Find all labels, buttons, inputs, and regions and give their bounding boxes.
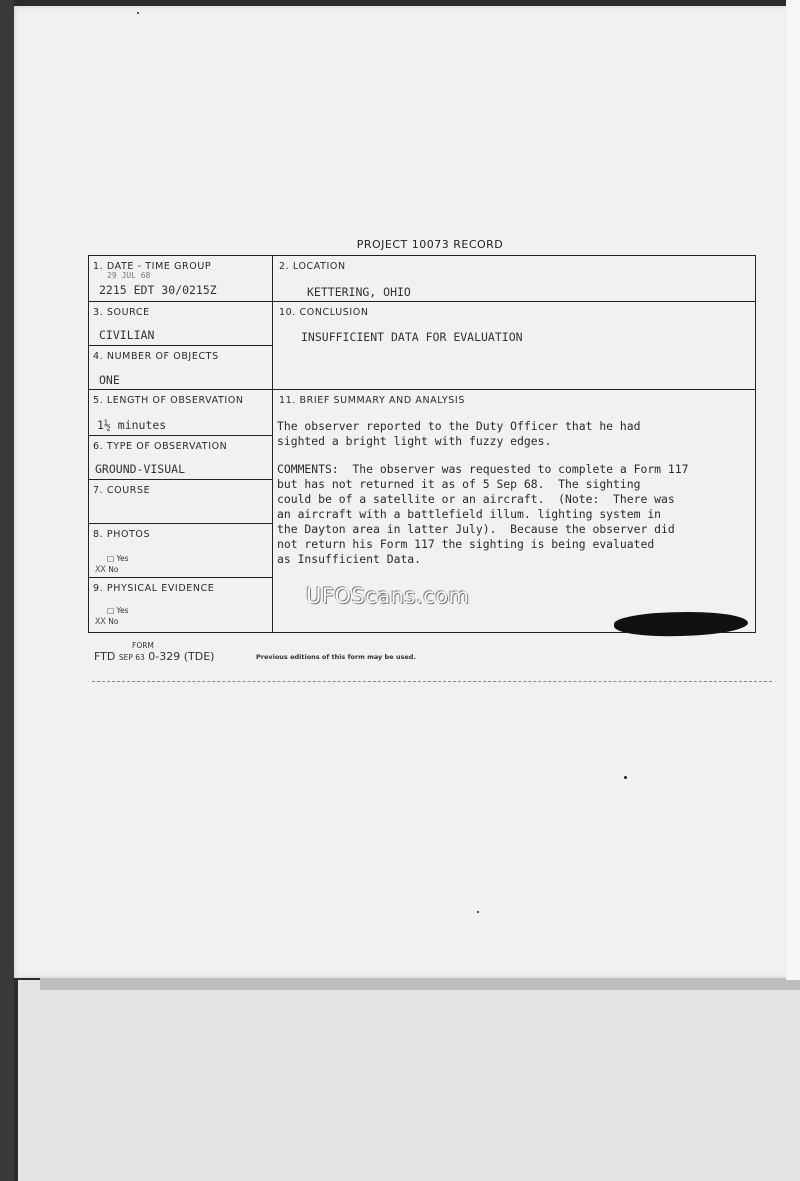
- form-id: [94, 650, 214, 663]
- record-form: [88, 255, 756, 633]
- length-of-observation-label: 5. LENGTH OF OBSERVATION: [93, 395, 244, 406]
- field-number-of-objects: [89, 346, 273, 390]
- conclusion-value: INSUFFICIENT DATA FOR EVALUATION: [301, 330, 523, 344]
- form-number: 0-329 (TDE): [148, 650, 215, 663]
- photos-no-mark: XX: [95, 565, 106, 575]
- physical-evidence-no-checkbox: [95, 617, 118, 627]
- field-conclusion: [273, 302, 755, 390]
- speck-mark: [624, 776, 627, 779]
- document-title: PROJECT 10073 RECORD: [356, 238, 504, 251]
- length-of-observation-value: 1½ minutes: [97, 418, 167, 432]
- physical-evidence-no-mark: XX: [95, 617, 106, 627]
- field-location: [273, 256, 755, 302]
- speck-mark: [477, 911, 479, 913]
- physical-evidence-no-label: No: [108, 617, 119, 626]
- physical-evidence-yes-label: Yes: [116, 606, 129, 615]
- sheet-right-edge: [786, 0, 800, 980]
- comments-paragraph: COMMENTS: The observer was requested to complete a Form 117 but has not returned it as of 5 Sep 68. The sighting could be of a satellite or an aircraft. (Note: There was an aircraft with a battlefield illum. lighting system in the Dayton area in latter July). Because the observer did not return his Form 117 the sighting is being evaluated as Insufficient Data.: [277, 462, 689, 566]
- location-label: 2. LOCATION: [279, 261, 346, 272]
- field-photos: [89, 524, 273, 578]
- field-date-time-group: [89, 256, 273, 302]
- underlying-sheet: [18, 980, 800, 1181]
- date-time-group-line2: 2215 EDT 30/0215Z: [99, 283, 217, 297]
- sheet-fold-line: [92, 681, 772, 682]
- photos-no-checkbox: [95, 565, 118, 575]
- form-code: FTD: [94, 650, 116, 663]
- speck-mark: [137, 12, 139, 14]
- field-physical-evidence: [89, 578, 273, 632]
- conclusion-label: 10. CONCLUSION: [279, 307, 369, 318]
- date-time-group-line1: 29 JUL 68: [107, 271, 151, 280]
- field-course: [89, 480, 273, 524]
- field-length-of-observation: [89, 390, 273, 436]
- physical-evidence-label: 9. PHYSICAL EVIDENCE: [93, 583, 215, 594]
- type-of-observation-value: GROUND-VISUAL: [95, 462, 186, 476]
- source-value: CIVILIAN: [99, 328, 155, 342]
- form-id-prefix: FORM: [132, 641, 154, 650]
- date-time-group-label: 1. DATE - TIME GROUP: [93, 261, 212, 272]
- number-of-objects-value: ONE: [99, 373, 120, 387]
- field-source: [89, 302, 273, 346]
- scan-left-shadow: [0, 0, 14, 1181]
- photos-yes-label: Yes: [116, 554, 129, 563]
- photos-yes-checkbox: □ Yes: [107, 554, 129, 563]
- source-label: 3. SOURCE: [93, 307, 150, 318]
- physical-evidence-yes-checkbox: □ Yes: [107, 606, 129, 615]
- field-type-of-observation: [89, 436, 273, 480]
- location-value: KETTERING, OHIO: [307, 285, 411, 299]
- form-note: Previous editions of this form may be used.: [256, 653, 416, 661]
- form-date: SEP 63: [118, 653, 145, 662]
- course-label: 7. COURSE: [93, 485, 151, 496]
- photos-no-label: No: [108, 565, 119, 574]
- photos-label: 8. PHOTOS: [93, 529, 151, 540]
- number-of-objects-label: 4. NUMBER OF OBJECTS: [93, 351, 219, 362]
- brief-summary-label: 11. BRIEF SUMMARY AND ANALYSIS: [279, 395, 465, 406]
- summary-paragraph: The observer reported to the Duty Officer that he had sighted a bright light with fuzzy edges.: [277, 419, 641, 448]
- site-watermark: UFOScans.com: [306, 584, 470, 608]
- type-of-observation-label: 6. TYPE OF OBSERVATION: [93, 441, 228, 452]
